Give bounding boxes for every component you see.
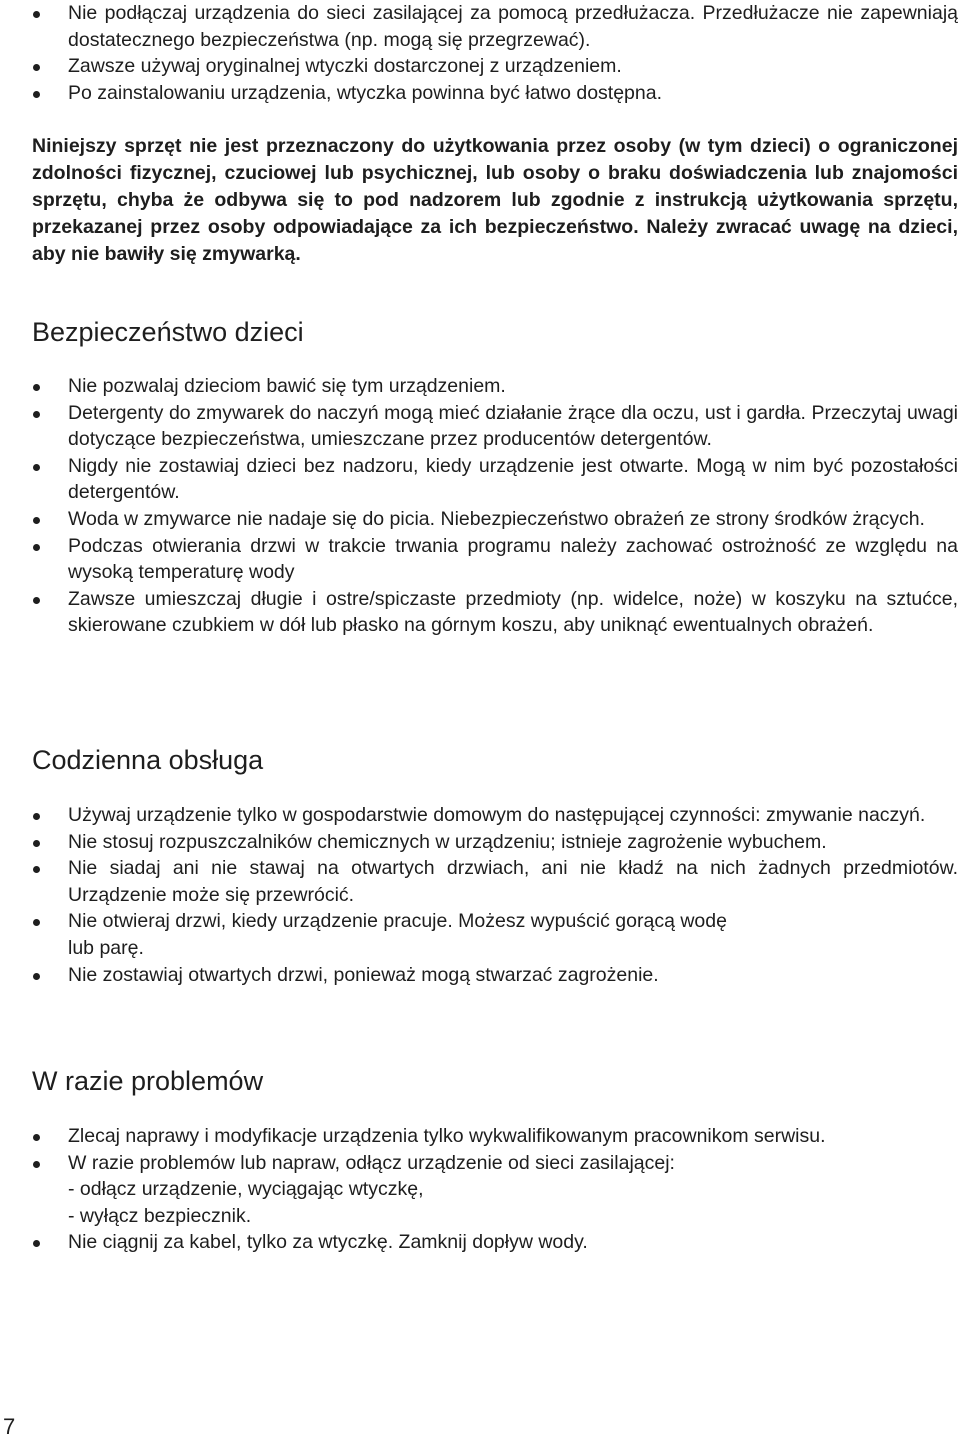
list-item: Nie pozwalaj dzieciom bawić się tym urządzeniem. (32, 373, 958, 400)
list-item: W razie problemów lub napraw, odłącz urządzenie od sieci zasilającej: - odłącz urządzenie, wyciągając wtyczkę, - wyłącz bezpiecznik. (32, 1150, 958, 1230)
list-item: Nie ciągnij za kabel, tylko za wtyczkę. Zamknij dopływ wody. (32, 1229, 958, 1256)
bullet-icon (33, 517, 40, 524)
list-item: Nie siadaj ani nie stawaj na otwartych drzwiach, ani nie kładź na nich żadnych przedmiotów. Urządzenie może się przewrócić. (32, 855, 958, 908)
daily-use-list (32, 802, 958, 988)
bullet-icon (33, 64, 40, 71)
bullet-icon (33, 1240, 40, 1247)
list-item: Zawsze używaj oryginalnej wtyczki dostarczonej z urządzeniem. (32, 53, 958, 80)
bullet-icon (33, 1134, 40, 1141)
list-item: Detergenty do zmywarek do naczyń mogą mieć działanie żrące dla oczu, ust i gardła. Przeczytaj uwagi dotyczące bezpieczeństwa, umieszczane przez producentów detergentów. (32, 400, 958, 453)
heading-daily-use: Codzienna obsługa (32, 745, 264, 775)
bullet-icon (33, 840, 40, 847)
bullet-icon (33, 597, 40, 604)
bullet-icon (33, 919, 40, 926)
list-item: Zawsze umieszczaj długie i ostre/spiczaste przedmioty (np. widelce, noże) w koszyku na sztućce, skierowane czubkiem w dół lub płasko na górnym koszu, aby uniknąć ewentualnych obrażeń. (32, 586, 958, 639)
bullet-icon (33, 813, 40, 820)
child-safety-list (32, 373, 958, 639)
heading-problems: W razie problemów (32, 1066, 264, 1096)
electrical-safety-list (32, 0, 958, 106)
list-item: Podczas otwierania drzwi w trakcie trwania programu należy zachować ostrożność ze względu na wysoką temperaturę wody (32, 533, 958, 586)
heading-child-safety: Bezpieczeństwo dzieci (32, 317, 304, 347)
bullet-icon (33, 411, 40, 418)
list-item: Nie stosuj rozpuszczalników chemicznych w urządzeniu; istnieje zagrożenie wybuchem. (32, 829, 958, 856)
bullet-icon (33, 11, 40, 18)
list-item: Nie zostawiaj otwartych drzwi, ponieważ mogą stwarzać zagrożenie. (32, 962, 958, 989)
list-item: Zlecaj naprawy i modyfikacje urządzenia tylko wykwalifikowanym pracownikom serwisu. (32, 1123, 958, 1150)
bullet-icon (33, 91, 40, 98)
list-item: Używaj urządzenie tylko w gospodarstwie domowym do następującej czynności: zmywanie naczyń. (32, 802, 958, 829)
warning-paragraph: Niniejszy sprzęt nie jest przeznaczony do użytkowania przez osoby (w tym dzieci) o ograniczonej zdolności fizycznej, czuciowej lub psychicznej, lub osoby o braku doświadczenia lub znajomości sprzętu, chyba że odbywa się to pod nadzorem lub zgodnie z instrukcją użytkowania sprzętu, przekazanej przez osoby odpowiadające za ich bezpieczeństwo. Należy zwracać uwagę na dzieci, aby nie bawiły się zmywarką. (32, 135, 958, 265)
list-item: Po zainstalowaniu urządzenia, wtyczka powinna być łatwo dostępna. (32, 80, 958, 107)
bullet-icon (33, 973, 40, 980)
list-item: Nie podłączaj urządzenia do sieci zasilającej za pomocą przedłużacza. Przedłużacze nie zapewniają dostatecznego bezpieczeństwa (np. mogą się przegrzewać). (32, 0, 958, 53)
page-number: 7 (3, 1414, 16, 1439)
bullet-icon (33, 1161, 40, 1168)
list-item: Nigdy nie zostawiaj dzieci bez nadzoru, kiedy urządzenie jest otwarte. Mogą w nim być pozostałości detergentów. (32, 453, 958, 506)
list-item: Nie otwieraj drzwi, kiedy urządzenie pracuje. Możesz wypuścić gorącą wodę lub parę. (32, 908, 958, 961)
list-item: Woda w zmywarce nie nadaje się do picia. Niebezpieczeństwo obrażeń ze strony środków żrących. (32, 506, 958, 533)
bullet-icon (33, 384, 40, 391)
problems-list (32, 1123, 958, 1256)
bullet-icon (33, 544, 40, 551)
bullet-icon (33, 464, 40, 471)
bullet-icon (33, 866, 40, 873)
